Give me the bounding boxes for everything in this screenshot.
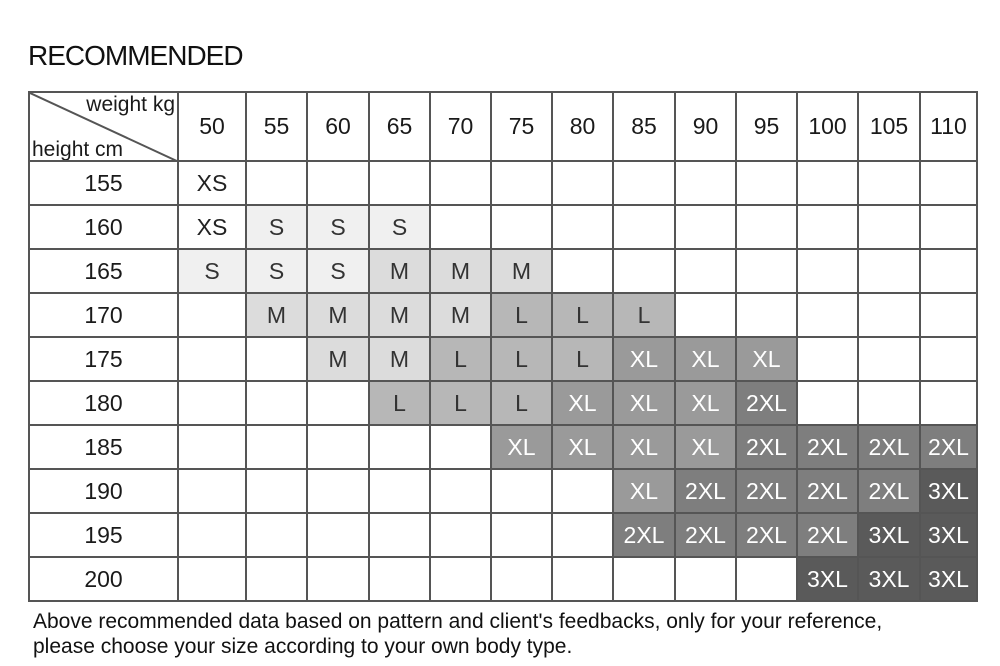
size-cell: S: [246, 205, 307, 249]
table-row: [29, 469, 977, 513]
size-cell: M: [307, 293, 369, 337]
size-cell: L: [552, 337, 613, 381]
size-cell: [858, 249, 920, 293]
header-row: [29, 92, 977, 161]
table-row: [29, 425, 977, 469]
size-cell: [178, 381, 246, 425]
size-cell: 2XL: [920, 425, 977, 469]
table-row: [29, 249, 977, 293]
size-cell: XL: [675, 425, 736, 469]
size-cell: [797, 161, 858, 205]
size-cell: [552, 205, 613, 249]
size-cell: 3XL: [797, 557, 858, 601]
size-cell: S: [307, 249, 369, 293]
weight-header-55: 55: [246, 92, 307, 161]
size-cell: 2XL: [797, 425, 858, 469]
height-axis-label: height cm: [32, 138, 124, 161]
size-cell: S: [369, 205, 430, 249]
height-header-160: 160: [29, 205, 178, 249]
size-cell: XL: [675, 381, 736, 425]
weight-axis-label: weight kg: [86, 93, 175, 116]
height-header-180: 180: [29, 381, 178, 425]
size-cell: [920, 249, 977, 293]
size-cell: 3XL: [858, 557, 920, 601]
size-cell: [430, 161, 491, 205]
size-cell: 3XL: [920, 513, 977, 557]
size-cell: XS: [178, 161, 246, 205]
size-cell: [246, 469, 307, 513]
table-row: [29, 513, 977, 557]
size-cell: [430, 557, 491, 601]
size-cell: [307, 469, 369, 513]
size-cell: [675, 161, 736, 205]
weight-header-65: 65: [369, 92, 430, 161]
size-cell: XL: [736, 337, 797, 381]
size-cell: [246, 425, 307, 469]
size-cell: XL: [552, 381, 613, 425]
height-header-175: 175: [29, 337, 178, 381]
disclaimer-note: [33, 609, 882, 659]
disclaimer-line-1: Above recommended data based on pattern and client's feedbacks, only for your reference,: [33, 610, 883, 633]
size-cell: [430, 205, 491, 249]
weight-header-70: 70: [430, 92, 491, 161]
weight-header-105: 105: [858, 92, 920, 161]
weight-header-85: 85: [613, 92, 675, 161]
size-cell: [369, 469, 430, 513]
size-cell: [613, 205, 675, 249]
size-cell: 2XL: [736, 381, 797, 425]
size-cell: XL: [613, 425, 675, 469]
size-cell: [675, 205, 736, 249]
size-cell: [307, 381, 369, 425]
size-cell: [675, 249, 736, 293]
size-cell: L: [491, 337, 552, 381]
size-cell: [675, 557, 736, 601]
size-cell: [736, 205, 797, 249]
size-cell: M: [369, 249, 430, 293]
size-cell: [178, 557, 246, 601]
table-row: [29, 293, 977, 337]
size-cell: XL: [552, 425, 613, 469]
size-cell: XL: [675, 337, 736, 381]
size-chart-body: [29, 161, 977, 601]
size-cell: [552, 469, 613, 513]
weight-header-95: 95: [736, 92, 797, 161]
table-row: [29, 381, 977, 425]
size-cell: [246, 381, 307, 425]
size-cell: [246, 161, 307, 205]
size-cell: [613, 557, 675, 601]
size-cell: [307, 513, 369, 557]
size-cell: 2XL: [736, 469, 797, 513]
size-cell: [920, 381, 977, 425]
size-cell: [178, 513, 246, 557]
weight-header-50: 50: [178, 92, 246, 161]
height-header-200: 200: [29, 557, 178, 601]
size-cell: XS: [178, 205, 246, 249]
weight-header-60: 60: [307, 92, 369, 161]
size-cell: [307, 425, 369, 469]
page-title: RECOMMENDED: [28, 40, 243, 71]
table-row: [29, 557, 977, 601]
size-cell: [369, 557, 430, 601]
table-row: [29, 337, 977, 381]
size-cell: [736, 161, 797, 205]
height-header-185: 185: [29, 425, 178, 469]
size-cell: [552, 557, 613, 601]
size-cell: [552, 513, 613, 557]
size-cell: [552, 161, 613, 205]
height-header-190: 190: [29, 469, 178, 513]
size-cell: [430, 425, 491, 469]
size-cell: XL: [613, 337, 675, 381]
size-cell: [369, 161, 430, 205]
size-cell: L: [369, 381, 430, 425]
size-cell: [858, 161, 920, 205]
size-cell: 2XL: [797, 469, 858, 513]
size-cell: 2XL: [613, 513, 675, 557]
size-cell: 3XL: [920, 557, 977, 601]
size-cell: [613, 249, 675, 293]
size-cell: S: [307, 205, 369, 249]
size-cell: L: [430, 381, 491, 425]
size-cell: M: [369, 337, 430, 381]
size-cell: L: [613, 293, 675, 337]
size-cell: [246, 337, 307, 381]
size-cell: L: [430, 337, 491, 381]
size-cell: [369, 513, 430, 557]
size-cell: [613, 161, 675, 205]
size-cell: [491, 469, 552, 513]
size-cell: [675, 293, 736, 337]
size-cell: [858, 381, 920, 425]
size-cell: XL: [613, 469, 675, 513]
size-cell: L: [552, 293, 613, 337]
disclaimer-line-2: please choose your size according to your own body type.: [33, 635, 573, 658]
size-cell: 3XL: [920, 469, 977, 513]
size-cell: [552, 249, 613, 293]
size-cell: [797, 205, 858, 249]
table-row: [29, 205, 977, 249]
size-cell: 2XL: [858, 469, 920, 513]
size-chart-table: [28, 91, 978, 602]
weight-header-80: 80: [552, 92, 613, 161]
size-cell: M: [430, 249, 491, 293]
size-cell: [491, 557, 552, 601]
size-cell: 2XL: [858, 425, 920, 469]
size-cell: [736, 557, 797, 601]
size-cell: S: [178, 249, 246, 293]
weight-header-90: 90: [675, 92, 736, 161]
size-cell: [178, 425, 246, 469]
size-cell: M: [369, 293, 430, 337]
size-cell: [736, 249, 797, 293]
size-cell: M: [307, 337, 369, 381]
height-header-165: 165: [29, 249, 178, 293]
size-cell: L: [491, 293, 552, 337]
height-header-195: 195: [29, 513, 178, 557]
height-header-155: 155: [29, 161, 178, 205]
size-cell: [491, 161, 552, 205]
size-cell: [430, 469, 491, 513]
height-header-170: 170: [29, 293, 178, 337]
size-cell: [858, 337, 920, 381]
size-cell: 2XL: [675, 513, 736, 557]
table-row: [29, 161, 977, 205]
size-cell: [307, 557, 369, 601]
size-cell: [797, 293, 858, 337]
size-cell: [246, 557, 307, 601]
size-cell: [178, 469, 246, 513]
size-cell: L: [491, 381, 552, 425]
size-cell: [369, 425, 430, 469]
weight-header-100: 100: [797, 92, 858, 161]
size-cell: [920, 337, 977, 381]
weight-header-75: 75: [491, 92, 552, 161]
size-cell: XL: [613, 381, 675, 425]
size-cell: [858, 293, 920, 337]
size-cell: [307, 161, 369, 205]
size-cell: XL: [491, 425, 552, 469]
size-cell: M: [246, 293, 307, 337]
size-cell: [797, 249, 858, 293]
size-cell: [178, 337, 246, 381]
size-cell: [491, 513, 552, 557]
size-cell: 3XL: [858, 513, 920, 557]
size-cell: 2XL: [736, 425, 797, 469]
size-cell: [858, 205, 920, 249]
corner-header-cell: [29, 92, 178, 161]
size-cell: [736, 293, 797, 337]
size-cell: 2XL: [797, 513, 858, 557]
size-cell: S: [246, 249, 307, 293]
weight-header-110: 110: [920, 92, 977, 161]
size-cell: M: [430, 293, 491, 337]
size-cell: [797, 381, 858, 425]
size-cell: [491, 205, 552, 249]
size-cell: [920, 293, 977, 337]
size-cell: [920, 161, 977, 205]
size-cell: [797, 337, 858, 381]
size-cell: 2XL: [675, 469, 736, 513]
size-cell: 2XL: [736, 513, 797, 557]
size-cell: M: [491, 249, 552, 293]
size-cell: [430, 513, 491, 557]
size-cell: [920, 205, 977, 249]
size-cell: [246, 513, 307, 557]
size-cell: [178, 293, 246, 337]
